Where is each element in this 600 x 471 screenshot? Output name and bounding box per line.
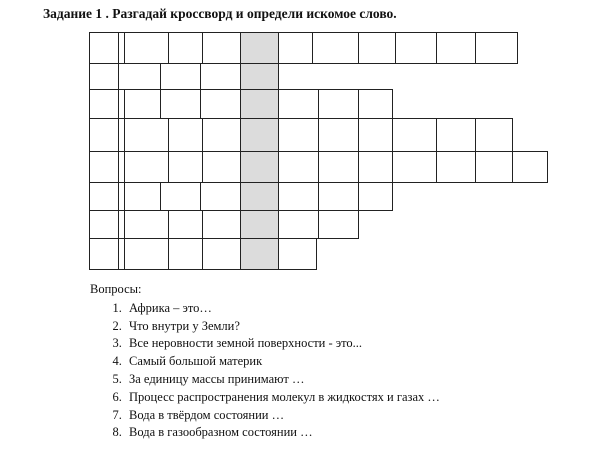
crossword-key-cell — [240, 182, 279, 211]
crossword-cell — [318, 118, 359, 152]
crossword-cell — [124, 151, 169, 183]
crossword-cell — [124, 182, 161, 211]
question-item-5: 5. За единицу массы принимают … — [125, 371, 440, 389]
crossword-cell — [202, 151, 241, 183]
crossword-cell — [89, 182, 119, 211]
question-item-6: 6. Процесс распространения молекул в жидкостях и газах … — [125, 389, 440, 407]
crossword-cell — [89, 63, 119, 90]
crossword-cell — [312, 32, 359, 64]
crossword-cell — [278, 118, 319, 152]
crossword-cell — [318, 210, 359, 239]
crossword-cell — [278, 210, 319, 239]
crossword-cell — [475, 118, 513, 152]
question-item-1: 1. Африка – это… — [125, 300, 440, 318]
crossword-cell — [358, 32, 396, 64]
crossword-cell — [89, 210, 119, 239]
crossword-cell — [358, 182, 393, 211]
crossword-cell — [358, 118, 393, 152]
crossword-cell — [278, 182, 319, 211]
crossword-cell — [436, 32, 476, 64]
questions-heading: Вопросы: — [90, 282, 142, 296]
crossword-cell — [202, 210, 241, 239]
crossword-cell — [278, 238, 317, 270]
crossword-key-cell — [240, 210, 279, 239]
crossword-cell — [160, 63, 201, 90]
crossword-key-cell — [240, 32, 279, 64]
crossword-cell — [436, 151, 476, 183]
crossword-cell — [168, 238, 203, 270]
crossword-cell — [118, 63, 161, 90]
crossword-cell — [160, 182, 201, 211]
crossword-key-cell — [240, 89, 279, 119]
crossword-cell — [168, 118, 203, 152]
crossword-cell — [89, 238, 119, 270]
crossword-cell — [200, 63, 241, 90]
questions-section — [90, 281, 440, 442]
crossword-cell — [124, 118, 169, 152]
crossword-key-cell — [240, 238, 279, 270]
crossword-cell — [278, 151, 319, 183]
crossword-cell — [160, 89, 201, 119]
crossword-cell — [202, 32, 241, 64]
crossword-cell — [202, 118, 241, 152]
question-item-3: 3. Все неровности земной поверхности - это... — [125, 335, 440, 353]
crossword-cell — [89, 118, 119, 152]
question-item-8: 8. Вода в газообразном состоянии … — [125, 424, 440, 442]
crossword-cell — [168, 32, 203, 64]
crossword-key-cell — [240, 63, 279, 90]
crossword-cell — [124, 32, 169, 64]
crossword-key-cell — [240, 118, 279, 152]
crossword-cell — [358, 89, 393, 119]
crossword-cell — [392, 118, 437, 152]
crossword-cell — [278, 89, 319, 119]
crossword-cell — [318, 151, 359, 183]
crossword-cell — [436, 118, 476, 152]
crossword-cell — [124, 238, 169, 270]
question-item-4: 4. Самый большой материк — [125, 353, 440, 371]
crossword-cell — [475, 32, 518, 64]
crossword-cell — [392, 151, 437, 183]
task-title: Задание 1 . Разгадай кроссворд и определи искомое слово. — [43, 6, 397, 21]
crossword-cell — [512, 151, 548, 183]
question-item-2: 2. Что внутри у Земли? — [125, 318, 440, 336]
crossword-cell — [475, 151, 513, 183]
crossword-cell — [124, 210, 169, 239]
crossword-cell — [200, 182, 241, 211]
crossword-cell — [318, 89, 359, 119]
crossword-cell — [89, 89, 119, 119]
crossword-cell — [168, 151, 203, 183]
questions-list — [90, 300, 440, 442]
crossword-cell — [202, 238, 241, 270]
crossword-cell — [124, 89, 161, 119]
crossword-cell — [200, 89, 241, 119]
crossword-cell — [168, 210, 203, 239]
crossword-cell — [278, 32, 313, 64]
question-item-7: 7. Вода в твёрдом состоянии … — [125, 407, 440, 425]
crossword-cell — [89, 32, 119, 64]
crossword-key-cell — [240, 151, 279, 183]
crossword-cell — [358, 151, 393, 183]
crossword-cell — [395, 32, 437, 64]
crossword-cell — [318, 182, 359, 211]
crossword-cell — [89, 151, 119, 183]
